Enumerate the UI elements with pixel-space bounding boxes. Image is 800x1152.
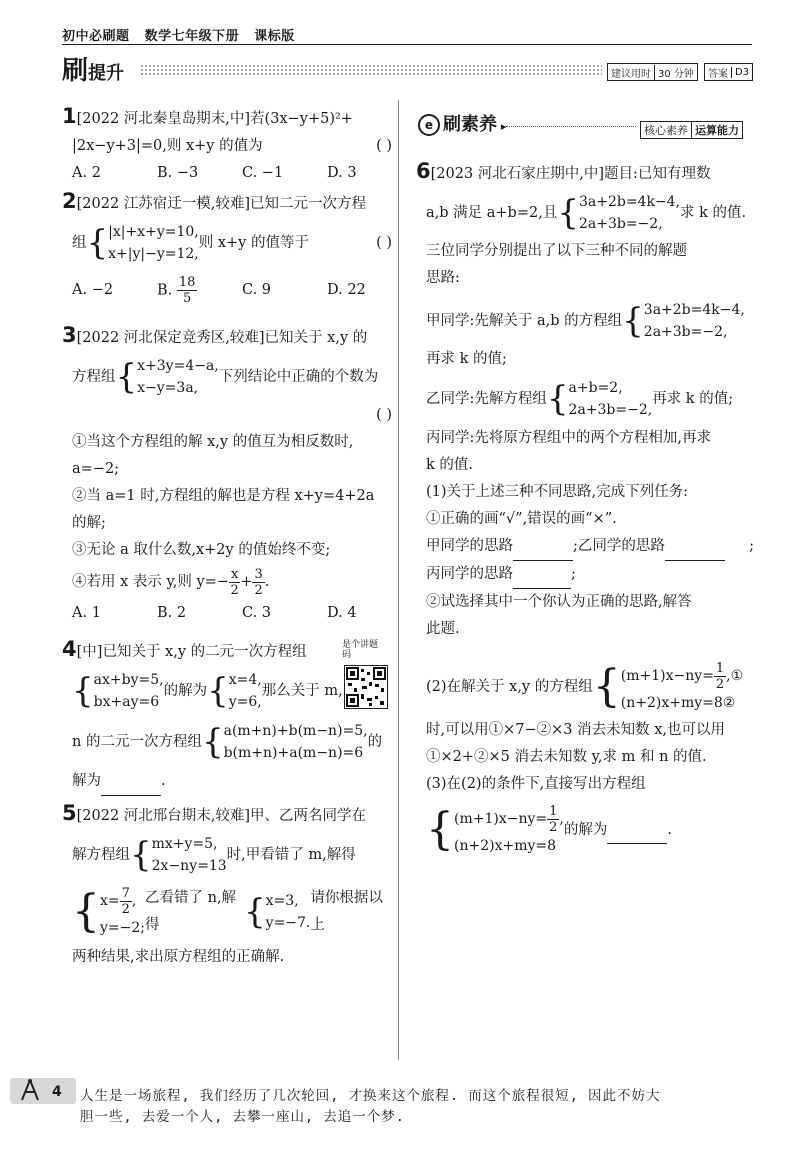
fraction bbox=[252, 567, 264, 598]
left-brace: { bbox=[426, 804, 454, 855]
option-b: B. 2 bbox=[157, 605, 187, 621]
bing-label: 丙同学的思路 bbox=[426, 566, 513, 582]
task-2-line3: ①×2+②×5 消去未知数 y,求 m 和 n 的值. bbox=[426, 749, 707, 765]
q4-end: . bbox=[161, 773, 166, 789]
equation-system bbox=[94, 669, 164, 713]
equation: 3a+2b=4k−4, bbox=[643, 302, 745, 318]
q5-line1: [2022 河北邢台期末,较难]甲、乙两名同学在 bbox=[76, 808, 367, 824]
footer-line1: 人生是一场旅程, 我们经历了几次轮回, 才换来这个旅程. 而这个旅程很短, 因此不妨大 bbox=[80, 1088, 661, 1104]
q4-post: 那么关于 m, bbox=[261, 682, 343, 699]
fraction bbox=[120, 886, 132, 917]
equation-system bbox=[137, 355, 219, 399]
solution-system bbox=[266, 890, 311, 934]
intro-line1: 三位同学分别提出了以下三种不同的解题 bbox=[426, 243, 687, 259]
statement-2-cont: 的解; bbox=[72, 515, 106, 531]
equation: a(m+n)+b(m−n)=5, bbox=[223, 723, 368, 739]
qr-caption: 是个讲题码 bbox=[342, 640, 379, 660]
footer-line2: 胆一些, 去爱一个人, 去攀一座山, 去追一个梦. bbox=[80, 1109, 405, 1125]
task-2-line2: 时,可以用①×7−②×3 消去未知数 x,也可以用 bbox=[426, 722, 726, 738]
q4-mid: 的解为 bbox=[163, 682, 208, 699]
section-title-text: 刷素养 bbox=[443, 114, 497, 135]
left-brace: { bbox=[72, 886, 100, 937]
equation: 2a+3b=−2, bbox=[568, 402, 653, 418]
bing-line2: k 的值. bbox=[426, 457, 474, 473]
series-title: 初中必刷题 bbox=[62, 29, 130, 44]
brand-big: 刷 bbox=[62, 56, 89, 86]
option-b: B. bbox=[157, 282, 173, 298]
equation: y=−7. bbox=[265, 915, 311, 931]
question-number: 4 bbox=[62, 637, 77, 661]
footer-quote bbox=[80, 1086, 780, 1128]
denominator: 2 bbox=[715, 676, 725, 692]
fraction bbox=[547, 804, 559, 835]
yi-pre: 乙同学:先解方程组 bbox=[426, 390, 547, 407]
tag-value: 运算能力 bbox=[691, 122, 742, 138]
equation: (n+2)x+my=8② bbox=[620, 694, 736, 711]
jia-label: 甲同学的思路 bbox=[426, 538, 513, 554]
answer-blank[interactable] bbox=[607, 816, 667, 844]
equation: (m+1)x−ny= bbox=[620, 668, 714, 684]
numerator: 1 bbox=[715, 660, 725, 676]
tag-label: 核心素养 bbox=[644, 124, 688, 137]
denominator: 5 bbox=[183, 290, 192, 306]
task-1b: ②试选择其中一个你认为正确的思路,解答 bbox=[426, 594, 692, 610]
left-brace: { bbox=[622, 301, 644, 341]
question-1 bbox=[62, 103, 392, 187]
answer-label: 答案 bbox=[708, 68, 728, 80]
semicolon: ; bbox=[749, 538, 754, 554]
x-eq: x= bbox=[100, 893, 120, 909]
semicolon: ; bbox=[571, 566, 576, 582]
option-a: A. 1 bbox=[72, 605, 101, 621]
yi-post: 再求 k 的值; bbox=[652, 390, 734, 407]
numerator: x bbox=[230, 566, 239, 582]
option-b: B. −3 bbox=[157, 165, 199, 181]
equation-system bbox=[152, 833, 227, 877]
denominator: 2 bbox=[254, 582, 263, 598]
left-brace: { bbox=[592, 661, 621, 712]
numerator: 3 bbox=[254, 566, 263, 582]
numerator: 7 bbox=[121, 885, 130, 901]
eq-tag: ,① bbox=[726, 668, 744, 684]
denominator: 2 bbox=[549, 819, 558, 835]
question-number: 1 bbox=[62, 104, 77, 128]
edition-title: 课标版 bbox=[254, 29, 295, 44]
answer-blank[interactable] bbox=[513, 561, 571, 589]
section-title: e 刷素养 ▸ bbox=[418, 110, 506, 136]
equation: y=−2; bbox=[100, 919, 145, 936]
q4-answer-label: 解为 bbox=[72, 773, 101, 789]
equation-system bbox=[454, 804, 564, 857]
q5-mid: 乙看错了 n,解得 bbox=[145, 890, 237, 933]
column-divider bbox=[398, 100, 399, 1060]
left-brace: { bbox=[244, 892, 266, 932]
equation: bx+ay=6 bbox=[93, 694, 160, 710]
equation: ax+by=5, bbox=[93, 672, 164, 688]
option-d: D. 3 bbox=[327, 165, 357, 181]
q2-pre: 组 bbox=[72, 234, 87, 251]
comma: , bbox=[559, 811, 564, 827]
task-1b-cont: 此题. bbox=[426, 621, 460, 637]
task-3-post: 的解为 bbox=[563, 821, 608, 838]
q1-line2: |2x−y+3|=0,则 x+y 的值为 bbox=[72, 138, 263, 154]
q2-line1: [2022 江苏宿迁一模,较难]已知二元一次方程 bbox=[76, 196, 367, 212]
book-header bbox=[62, 25, 295, 44]
q5-post2: 请你根据以上 bbox=[310, 890, 383, 933]
numerator: 1 bbox=[549, 803, 558, 819]
answer-blank[interactable] bbox=[513, 533, 573, 561]
question-3 bbox=[62, 322, 392, 627]
equation: (n+2)x+my=8 bbox=[454, 837, 557, 854]
equation: b(m+n)+a(m−n)=6 bbox=[223, 745, 364, 761]
solution-system bbox=[229, 669, 262, 713]
equation: 2x−ny=13 bbox=[151, 858, 227, 874]
q5-post: 时,甲看错了 m,解得 bbox=[226, 846, 356, 863]
time-value: 30 分钟 bbox=[654, 65, 697, 80]
equation-system bbox=[579, 191, 680, 235]
option-c: C. −1 bbox=[242, 165, 284, 181]
bing-line1: 丙同学:先将原方程组中的两个方程相加,再求 bbox=[426, 430, 711, 446]
left-brace: { bbox=[557, 193, 579, 233]
options-row bbox=[62, 600, 392, 627]
question-6 bbox=[416, 158, 754, 862]
question-number: 2 bbox=[62, 189, 77, 213]
s4-pre: ④若用 x 表示 y,则 y=− bbox=[72, 573, 229, 590]
left-brace: { bbox=[207, 671, 229, 711]
q3-pre: 方程组 bbox=[72, 368, 116, 385]
q4-pre2: n 的二元一次方程组 bbox=[72, 733, 202, 750]
yi-label: ;乙同学的思路 bbox=[573, 538, 665, 554]
question-number: 6 bbox=[416, 159, 431, 183]
solution-system bbox=[100, 886, 145, 939]
jia-pre: 甲同学:先解关于 a,b 的方程组 bbox=[426, 312, 623, 329]
question-4 bbox=[62, 636, 392, 796]
equation: x−y=3a, bbox=[137, 380, 199, 396]
equation-system bbox=[621, 661, 743, 714]
fraction bbox=[229, 567, 240, 598]
comma: , bbox=[131, 893, 137, 909]
statement-4 bbox=[62, 564, 392, 600]
left-brace: { bbox=[72, 671, 94, 711]
left-brace: { bbox=[86, 223, 109, 263]
equation: x+3y=4−a, bbox=[137, 358, 219, 374]
answer-paren: ( ) bbox=[376, 234, 392, 251]
equation: x=4, bbox=[228, 672, 262, 688]
equation: 2a+3b=−2, bbox=[643, 324, 728, 340]
numerator: 18 bbox=[178, 274, 196, 290]
fraction bbox=[714, 661, 726, 692]
equation: x+|y|−y=12, bbox=[108, 246, 199, 262]
answer-paren: ( ) bbox=[376, 138, 392, 154]
s4-end: . bbox=[264, 573, 270, 590]
q2-post: 则 x+y 的值等于 bbox=[198, 234, 309, 251]
left-brace: { bbox=[130, 835, 152, 875]
answer-blank[interactable] bbox=[101, 768, 161, 796]
question-2 bbox=[62, 188, 392, 312]
answer-ref-box bbox=[704, 63, 753, 81]
fraction bbox=[177, 275, 198, 306]
left-brace: { bbox=[115, 357, 138, 397]
equation: 2a+3b=−2, bbox=[578, 216, 663, 232]
time-label: 建议用时 bbox=[611, 68, 651, 80]
suggested-time-box bbox=[607, 63, 698, 81]
equation: x=3, bbox=[265, 893, 299, 909]
q5-pre: 解方程组 bbox=[72, 846, 130, 863]
statement-1-cont: a=−2; bbox=[72, 461, 120, 477]
equation: y=6, bbox=[228, 694, 262, 710]
q4-post2: 的 bbox=[367, 733, 383, 750]
header-rule bbox=[62, 44, 752, 45]
statement-2: ②当 a=1 时,方程组的解也是方程 x+y=4+2a bbox=[72, 488, 375, 504]
options-row bbox=[62, 268, 392, 312]
task-3-line1: (3)在(2)的条件下,直接写出方程组 bbox=[426, 776, 646, 792]
equation: (m+1)x−ny= bbox=[454, 811, 548, 827]
equation: |x|+x+y=10, bbox=[108, 224, 199, 240]
q3-post: 下列结论中正确的个数为 bbox=[218, 368, 379, 385]
option-d: D. 22 bbox=[327, 281, 366, 298]
options-row bbox=[62, 160, 392, 187]
compass-icon bbox=[18, 1078, 42, 1102]
equation: a+b=2, bbox=[568, 380, 623, 396]
q1-line1: [2022 河北秦皇岛期末,中]若(3x−y+5)²+ bbox=[76, 111, 353, 127]
brand-small: 提升 bbox=[88, 63, 125, 84]
option-c: C. 3 bbox=[242, 605, 272, 621]
question-number: 5 bbox=[62, 801, 77, 825]
task-1: (1)关于上述三种不同思路,完成下列任务: bbox=[426, 484, 689, 500]
left-brace: { bbox=[201, 722, 224, 762]
left-brace: { bbox=[546, 379, 569, 419]
section-brand bbox=[62, 50, 124, 87]
dotted-leader bbox=[506, 126, 636, 127]
statement-1: ①当这个方程组的解 x,y 的值互为相反数时, bbox=[72, 434, 354, 450]
denominator: 2 bbox=[121, 901, 130, 917]
option-d: D. 4 bbox=[327, 605, 357, 621]
section-logo-icon: e bbox=[418, 114, 440, 136]
q5-last: 两种结果,求出原方程组的正确解. bbox=[72, 949, 285, 965]
page-number: 4 bbox=[52, 1084, 62, 1100]
equation-system bbox=[569, 377, 653, 421]
task-3-end: . bbox=[667, 821, 672, 838]
answer-paren: ( ) bbox=[376, 407, 392, 423]
question-number: 3 bbox=[62, 323, 77, 347]
q3-line1: [2022 河北保定竞秀区,较难]已知关于 x,y 的 bbox=[76, 330, 368, 346]
q6-post: 求 k 的值. bbox=[680, 204, 747, 221]
equation-system bbox=[644, 299, 745, 343]
equation-system bbox=[108, 221, 199, 265]
plus: + bbox=[240, 573, 253, 590]
dotted-band bbox=[140, 64, 602, 76]
equation-system bbox=[224, 720, 368, 764]
q4-line1: [中]已知关于 x,y 的二元一次方程组 bbox=[76, 644, 307, 660]
equation: 3a+2b=4k−4, bbox=[578, 194, 681, 210]
q6-line1: [2023 河北石家庄期中,中]题目:已知有理数 bbox=[430, 166, 711, 182]
equation: mx+y=5, bbox=[151, 836, 218, 852]
question-5 bbox=[62, 800, 392, 971]
task-2-pre: (2)在解关于 x,y 的方程组 bbox=[426, 678, 593, 695]
option-a: A. −2 bbox=[72, 281, 114, 298]
subject-title: 数学七年级下册 bbox=[144, 29, 240, 44]
denominator: 2 bbox=[230, 582, 239, 598]
task-1a: ①正确的画“√”,错误的画“×”. bbox=[426, 511, 617, 527]
q6-pre: a,b 满足 a+b=2,且 bbox=[426, 204, 558, 221]
answer-page: D3 bbox=[731, 67, 752, 78]
option-c: C. 9 bbox=[242, 281, 272, 298]
jia-post: 再求 k 的值; bbox=[426, 351, 507, 367]
intro-line2: 思路: bbox=[426, 270, 460, 286]
statement-3: ③无论 a 取什么数,x+2y 的值始终不变; bbox=[72, 542, 331, 558]
answer-blank[interactable] bbox=[665, 533, 725, 561]
option-a: A. 2 bbox=[72, 165, 101, 181]
competency-tag bbox=[640, 121, 743, 139]
